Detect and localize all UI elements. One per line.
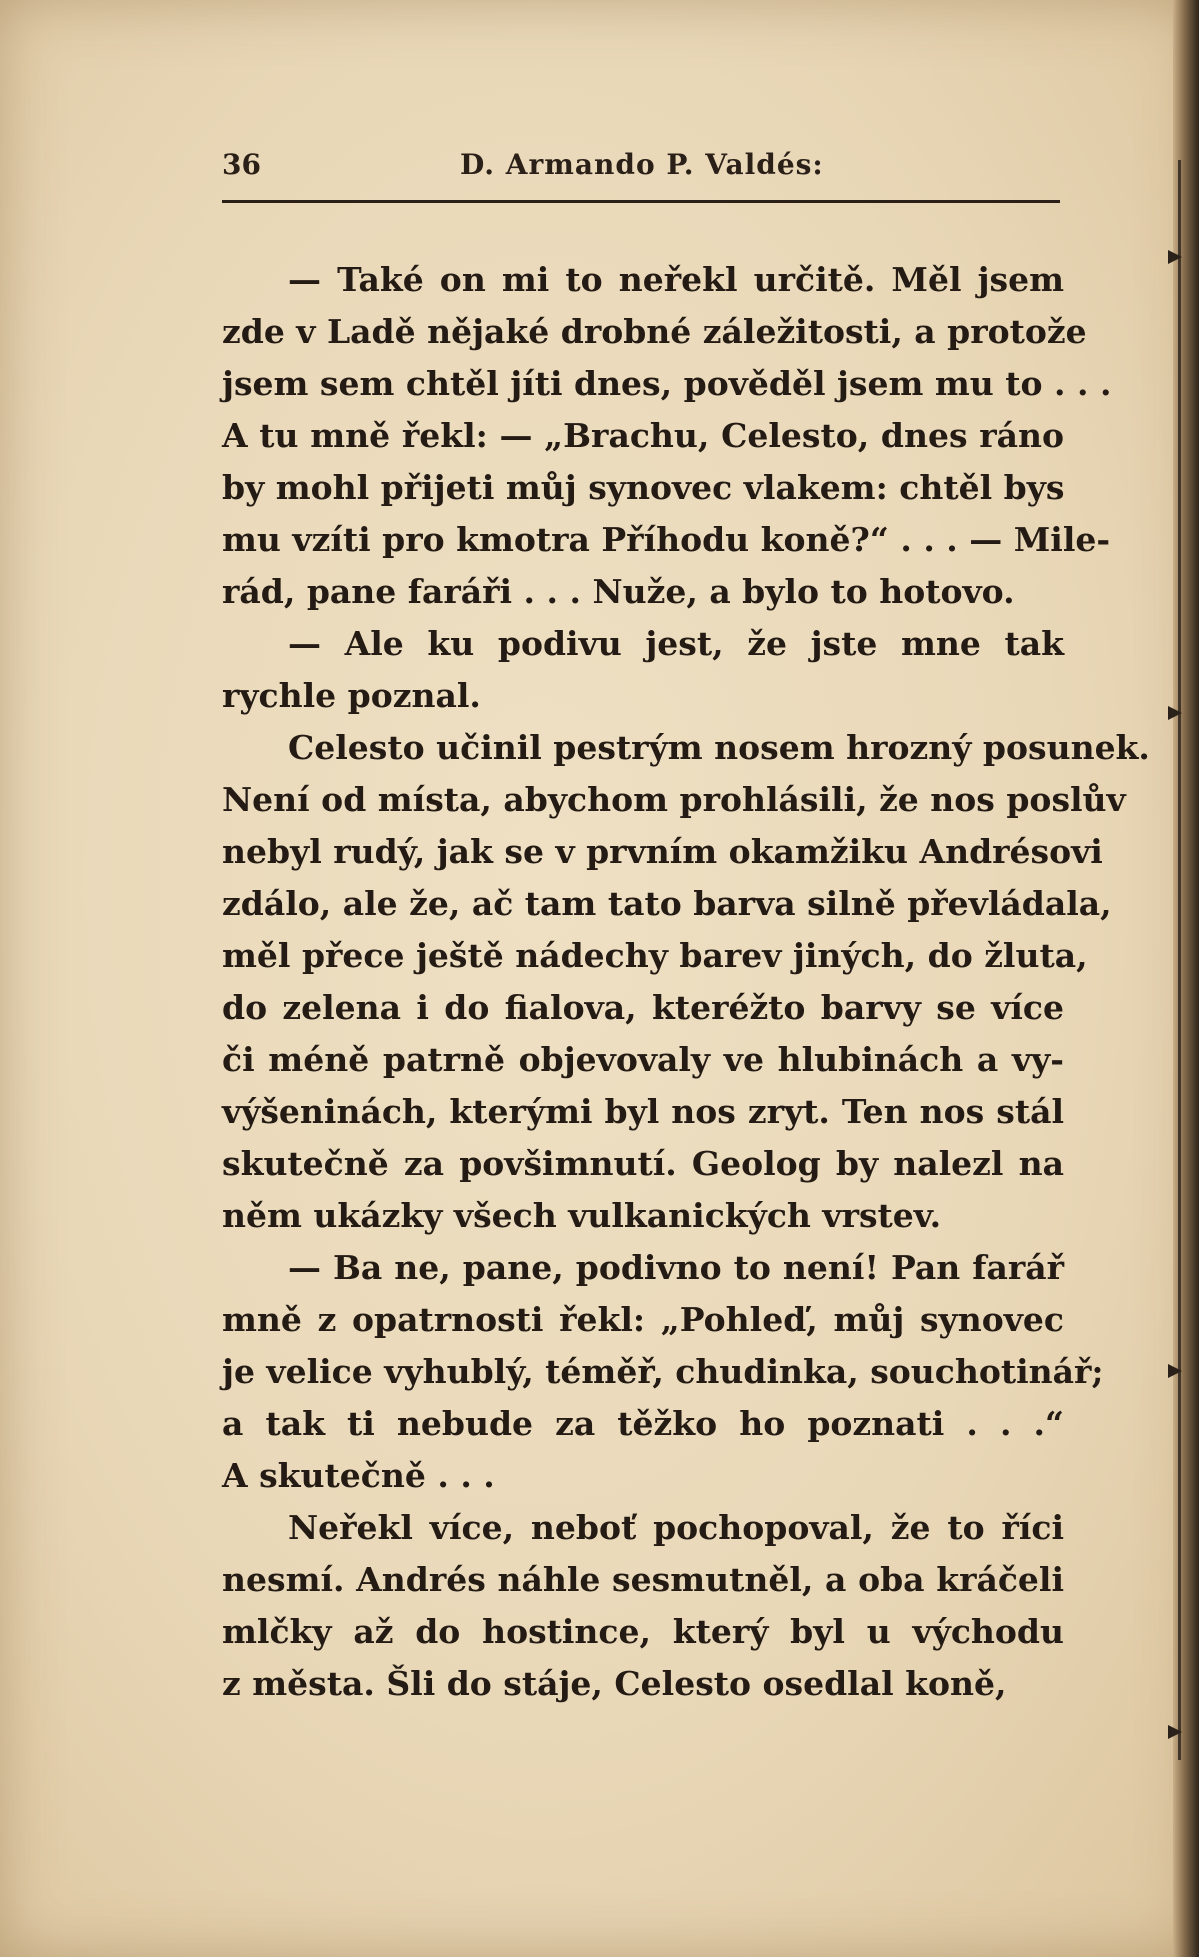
text-line: skutečně za povšimnutí. Geolog by nalezl na — [222, 1144, 1064, 1183]
page-edge-shadow — [1173, 0, 1199, 1957]
margin-marker-icon — [1168, 1364, 1182, 1378]
paragraph — [222, 618, 1064, 722]
text-line: Není od místa, abychom prohlásili, že nos poslův — [222, 780, 1126, 819]
text-line: Celesto učinil pestrým nosem hrozný posunek. — [288, 728, 1150, 767]
text-line: měl přece ještě nádechy barev jiných, do žluta, — [222, 936, 1088, 975]
margin-marker-icon — [1168, 1725, 1182, 1739]
header-rule — [222, 200, 1060, 203]
text-line: něm ukázky všech vulkanických vrstev. — [222, 1196, 942, 1235]
text-line: — Ale ku podivu jest, že jste mne tak — [288, 624, 1064, 663]
text-line: jsem sem chtěl jíti dnes, pověděl jsem mu to . . . — [222, 364, 1112, 403]
paragraph — [222, 1502, 1064, 1710]
paragraph — [222, 1242, 1104, 1502]
text-line: Neřekl více, neboť pochopoval, že to říci — [288, 1508, 1064, 1547]
text-line: rád, pane faráři . . . Nuže, a bylo to hotovo. — [222, 572, 1015, 611]
body-text — [222, 254, 1150, 1710]
text-line: A skutečně . . . — [222, 1456, 495, 1495]
running-head: D. Armando P. Valdés: — [460, 148, 824, 181]
text-line: zde v Ladě nějaké drobné záležitosti, a protože — [222, 312, 1087, 351]
page-header — [222, 148, 1060, 188]
text-line: mu vzíti pro kmotra Příhodu koně?“ . . . — Mile- — [222, 520, 1111, 559]
text-line: výšeninách, kterými byl nos zryt. Ten nos stál — [222, 1092, 1064, 1131]
text-line: rychle poznal. — [222, 676, 481, 715]
text-line: z města. Šli do stáje, Celesto osedlal koně, — [222, 1664, 1007, 1703]
paragraph — [222, 254, 1112, 618]
text-line: nebyl rudý, jak se v prvním okamžiku Andrésovi — [222, 832, 1103, 871]
text-line: a tak ti nebude za těžko ho poznati . . .“ — [222, 1404, 1064, 1443]
page-number: 36 — [222, 148, 261, 181]
text-line: nesmí. Andrés náhle sesmutněl, a oba kráčeli — [222, 1560, 1064, 1599]
text-line: či méně patrně objevovaly ve hlubinách a vy- — [222, 1040, 1064, 1079]
paragraph — [222, 722, 1150, 1242]
margin-marker-icon — [1168, 706, 1182, 720]
text-line: — Ba ne, pane, podivno to není! Pan farář — [288, 1248, 1064, 1287]
text-line: zdálo, ale že, ač tam tato barva silně převládala, — [222, 884, 1112, 923]
text-line: mně z opatrnosti řekl: „Pohleď, můj synovec — [222, 1300, 1064, 1339]
margin-marker-icon — [1168, 250, 1182, 264]
text-line: by mohl přijeti můj synovec vlakem: chtěl bys — [222, 468, 1065, 507]
text-line: do zelena i do fialova, kteréžto barvy se více — [222, 988, 1064, 1027]
text-line: mlčky až do hostince, který byl u východu — [222, 1612, 1064, 1651]
text-line: A tu mně řekl: — „Brachu, Celesto, dnes ráno — [222, 416, 1064, 455]
binding-line — [1178, 160, 1181, 1760]
text-line: je velice vyhublý, téměř, chudinka, souchotinář; — [222, 1352, 1104, 1391]
text-line: — Také on mi to neřekl určitě. Měl jsem — [288, 260, 1064, 299]
